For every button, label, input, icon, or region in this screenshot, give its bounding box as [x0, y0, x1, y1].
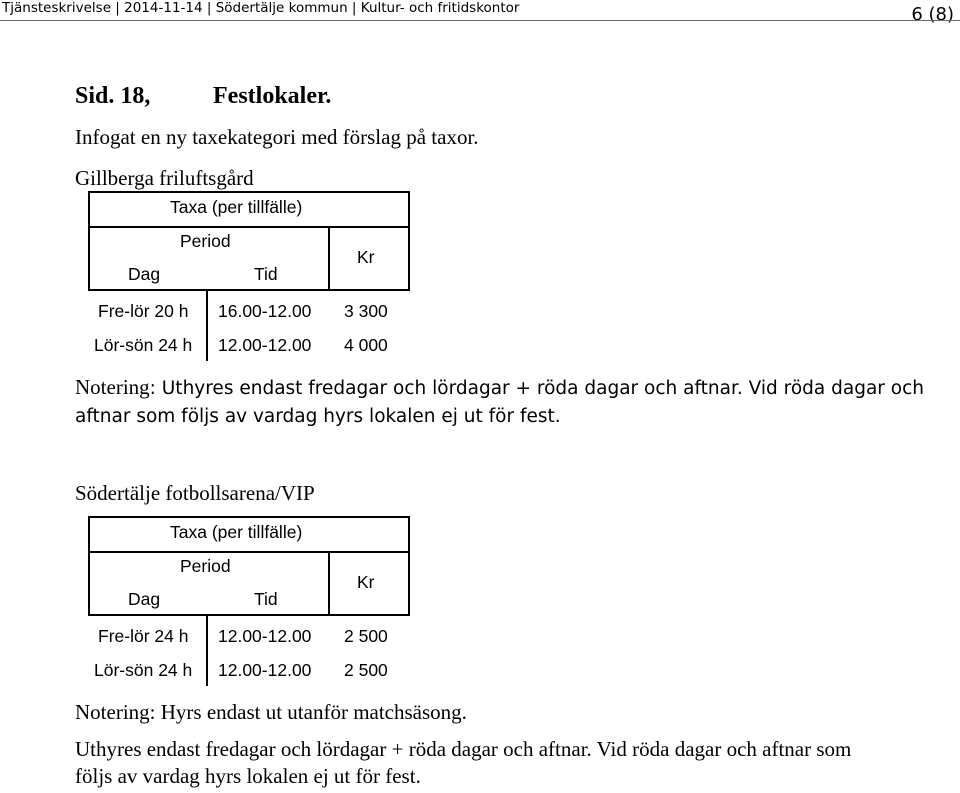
note-gillberga-line1	[75, 375, 924, 400]
table-cell-tid: 12.00-12.00	[218, 660, 312, 680]
page-number: 6 (8)	[911, 4, 954, 25]
header-info: Tjänsteskrivelse | 2014-11-14 | Södertälje kommun | Kultur- och fritidskontor	[2, 0, 520, 16]
taxa-header: Taxa (per tillfälle)	[170, 522, 303, 542]
table-border	[88, 191, 90, 291]
table-border	[88, 614, 410, 616]
table-cell-tid: 12.00-12.00	[218, 626, 312, 646]
document-header	[0, 0, 960, 25]
table-border	[88, 551, 410, 553]
table-cell-dag: Fre-lör 24 h	[98, 626, 189, 646]
table-border	[88, 516, 90, 616]
table-border	[408, 516, 410, 616]
venue-heading-gillberga: Gillberga friluftsgård	[75, 166, 254, 190]
table-border	[206, 614, 208, 686]
table-border	[328, 226, 330, 291]
note-fotbollsarena	[75, 700, 467, 725]
table-border	[88, 191, 410, 193]
table-cell-kr: 2 500	[344, 660, 388, 680]
table-border	[408, 191, 410, 291]
period-header: Period	[180, 556, 231, 576]
tid-header: Tid	[254, 264, 278, 284]
extra-text-line1: Uthyres endast fredagar och lördagar + röda dagar och aftnar. Vid röda dagar och aftnar som	[75, 737, 852, 761]
intro-text: Infogat en ny taxekategori med förslag på taxor.	[75, 125, 479, 149]
note-gillberga-line2: aftnar som följs av vardag hyrs lokalen ej ut för fest.	[75, 406, 561, 427]
table-border	[88, 516, 410, 518]
note-text: : Uthyres endast fredagar och lördagar + röda dagar och aftnar. Vid röda dagar och	[149, 378, 924, 399]
table-border	[328, 551, 330, 616]
table-cell-kr: 3 300	[344, 301, 388, 321]
section-page-ref: Sid. 18,	[75, 83, 151, 109]
table-border	[88, 226, 410, 228]
note-text: : Hyrs endast ut utanför matchsäsong.	[149, 700, 467, 724]
table-border	[88, 289, 410, 291]
table-cell-dag: Fre-lör 20 h	[98, 301, 189, 321]
section-name: Festlokaler.	[213, 83, 332, 109]
table-border	[206, 289, 208, 361]
period-header: Period	[180, 231, 231, 251]
dag-header: Dag	[128, 589, 161, 609]
table-cell-kr: 2 500	[344, 626, 388, 646]
price-table-gillberga	[88, 191, 408, 361]
note-label: Notering	[75, 375, 150, 399]
table-cell-dag: Lör-sön 24 h	[94, 335, 193, 355]
table-cell-tid: 16.00-12.00	[218, 301, 312, 321]
table-cell-tid: 12.00-12.00	[218, 335, 312, 355]
tid-header: Tid	[254, 589, 278, 609]
venue-heading-fotbollsarena: Södertälje fotbollsarena/VIP	[75, 481, 315, 505]
header-divider	[0, 20, 960, 21]
kr-header: Kr	[357, 247, 375, 267]
table-cell-kr: 4 000	[344, 335, 388, 355]
kr-header: Kr	[357, 572, 375, 592]
note-label: Notering	[75, 700, 150, 724]
extra-text-line2: följs av vardag hyrs lokalen ej ut för fest.	[75, 764, 421, 788]
price-table-fotbollsarena	[88, 516, 408, 686]
table-cell-dag: Lör-sön 24 h	[94, 660, 193, 680]
dag-header: Dag	[128, 264, 161, 284]
taxa-header: Taxa (per tillfälle)	[170, 197, 303, 217]
